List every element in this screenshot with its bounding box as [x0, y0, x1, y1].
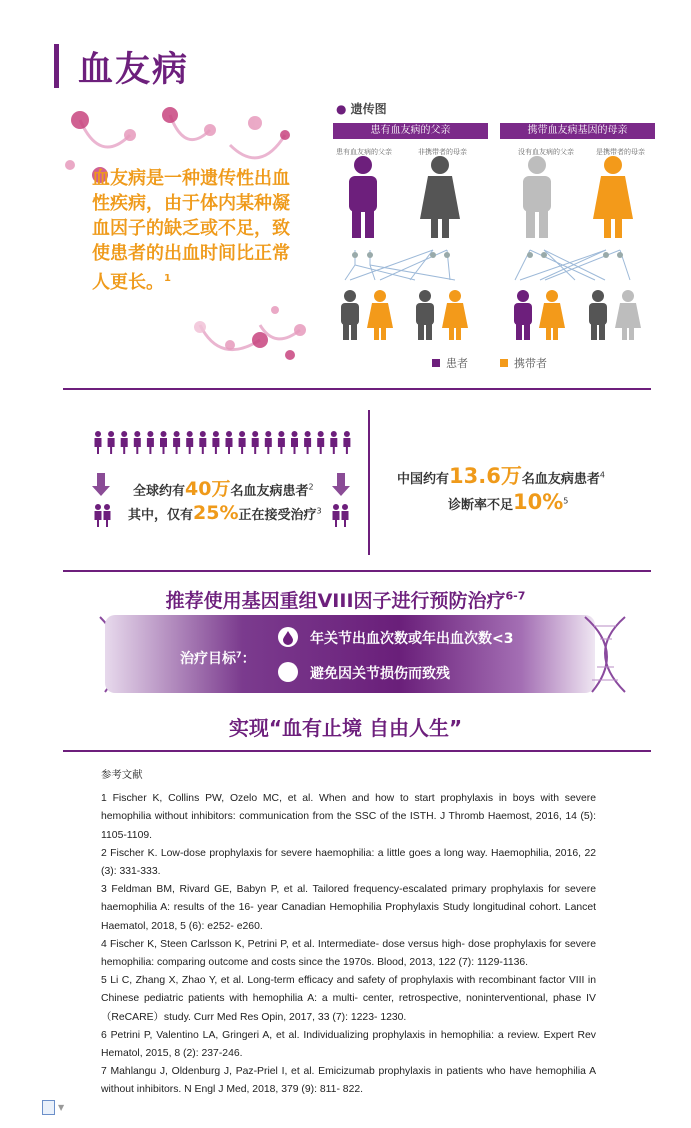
intro-ref: 1: [164, 273, 171, 284]
person-icon: [265, 431, 272, 454]
mother-normal-icon: [420, 156, 460, 238]
person-icon: [304, 431, 311, 454]
goal-label: 治疗目标$^7$：: [180, 650, 256, 667]
references-title: 参考文献: [101, 770, 143, 781]
references: [101, 767, 596, 1100]
intro-body: 血友病是一种遗传性出血性疾病，由于体内某种凝血因子的缺乏或不足，致使患者的出血时间比正常人更长。: [92, 168, 290, 293]
legend-carrier-label: 携带者: [514, 357, 547, 370]
divider-3: [63, 750, 651, 752]
left-mother-caption: 非携带者的母亲: [418, 148, 467, 156]
intro-text: [92, 166, 307, 295]
person-icon: [199, 431, 206, 454]
person-icon: [108, 431, 115, 454]
person-icon: [160, 431, 167, 454]
person-icon: [212, 431, 219, 454]
person-icon: [252, 431, 259, 454]
right-mother-caption: 是携带者的母亲: [596, 148, 645, 156]
heredity-label: ● 遗传图: [336, 102, 387, 116]
legend-patient-label: 患者: [446, 357, 468, 370]
reference-item: 1 Fischer K, Collins PW, Ozelo MC, et al. When and how to start prophylaxis in boys with severe hemophilia without inhibitors: communication from the SSC of the ISTH. J Thromb Haemost, 2016, 14 (5): 1105-1109.: [101, 793, 596, 841]
person-icon: [147, 431, 154, 454]
person-icon: [226, 431, 233, 454]
goal-2-bullet: [278, 662, 298, 682]
heredity-diagram: [330, 155, 660, 345]
left-father-caption: 患有血友病的父亲: [336, 148, 392, 156]
reference-item: 2 Fischer K. Low-dose prophylaxis for severe haemophilia: a little goes a long way. Haemophilia, 2016, 22 (3): 331-333.: [101, 847, 596, 878]
left-panel-header: 患有血友病的父亲: [333, 123, 488, 139]
father-normal-icon: [523, 156, 551, 238]
mother-carrier-icon: [593, 156, 633, 238]
person-icon: [121, 431, 128, 454]
title-accent-bar: [54, 44, 59, 88]
reference-item: 7 Mahlangu J, Oldenburg J, Paz-Priel I, et al. Emicizumab prophylaxis in patients who have hemophilia A without inhibitors. N Engl J Med, 2018, 379 (9): 811- 822.: [101, 1066, 596, 1096]
person-icon: [343, 431, 350, 454]
recommendation-heading: 推荐使用基因重组VIII因子进行预防治疗$^{6-7}$: [165, 589, 526, 612]
stat-diagnosis: 诊断率不足10%$^5$: [448, 490, 569, 514]
person-icon: [173, 431, 180, 454]
stat-global: 全球约有40万名血友病患者$^2$: [133, 478, 314, 500]
right-father-caption: 没有血友病的父亲: [518, 148, 574, 156]
divider-1: [63, 388, 651, 390]
person-icon: [278, 431, 285, 454]
chevron-down-icon[interactable]: ▼: [58, 1103, 65, 1112]
vertical-divider: [368, 410, 370, 555]
legend-patient-swatch: [432, 359, 440, 367]
document-icon[interactable]: [42, 1100, 55, 1115]
goal-2: 避免因关节损伤而致残: [310, 666, 450, 682]
stat-treatment: 其中，仅有25%正在接受治疗$^3$: [128, 502, 322, 524]
person-icon: [134, 431, 141, 454]
reference-item: 5 Li C, Zhang X, Zhao Y, et al. Long-term efficacy and safety of prophylaxis with recombinant factor VIII in Chinese pediatric patients with hemophilia A: a multi- center, retrospective, noninterventional, phase IV（ReCARE）study. Curr Med Res Opin, 2017, 33 (7): 1223- 1230.: [101, 975, 596, 1023]
blood-drop-icon: [278, 627, 298, 647]
stat-china: 中国约有13.6万名血友病患者$^4$: [397, 464, 605, 488]
person-icon: [330, 431, 337, 454]
goal-1: 年关节出血次数或年出血次数<3: [310, 631, 514, 647]
person-icon: [317, 431, 324, 454]
reference-item: 4 Fischer K, Steen Carlsson K, Petrini P, et al. Intermediate- dose versus high- dose prophylaxis for severe hemophilia: comparing outcome and costs since the 1970s. Blood, 2013, 122 (7): 1129-1136.: [101, 938, 596, 969]
person-icon: [291, 431, 298, 454]
person-icon: [239, 431, 246, 454]
divider-2: [63, 570, 651, 572]
droplet-icon: ●: [336, 102, 347, 116]
reference-item: 3 Feldman BM, Rivard GE, Babyn P, et al. Tailored frequency-escalated primary prophylaxis for severe haemophilia A: results of the 16- year Canadian Hemophilia Prophylaxis Study longitudinal cohort. Lancet Haematol, 2018, 5 (6): e252- e260.: [101, 884, 596, 932]
person-icon: [95, 431, 102, 454]
slogan: 实现“血有止境 自由人生”: [228, 716, 463, 740]
father-patient-icon: [349, 156, 377, 238]
legend-carrier-swatch: [500, 359, 508, 367]
page-title: 血友病: [78, 50, 190, 90]
person-icon: [186, 431, 193, 454]
right-panel-header: 携带血友病基因的母亲: [500, 123, 655, 139]
dna-right-decoration: [580, 612, 635, 697]
reference-item: 6 Petrini P, Valentino LA, Gringeri A, et al. Individualizing prophylaxis in hemophilia: a review. Expert Rev Hematol, 2015, 8 (2): 237-246.: [101, 1029, 596, 1060]
